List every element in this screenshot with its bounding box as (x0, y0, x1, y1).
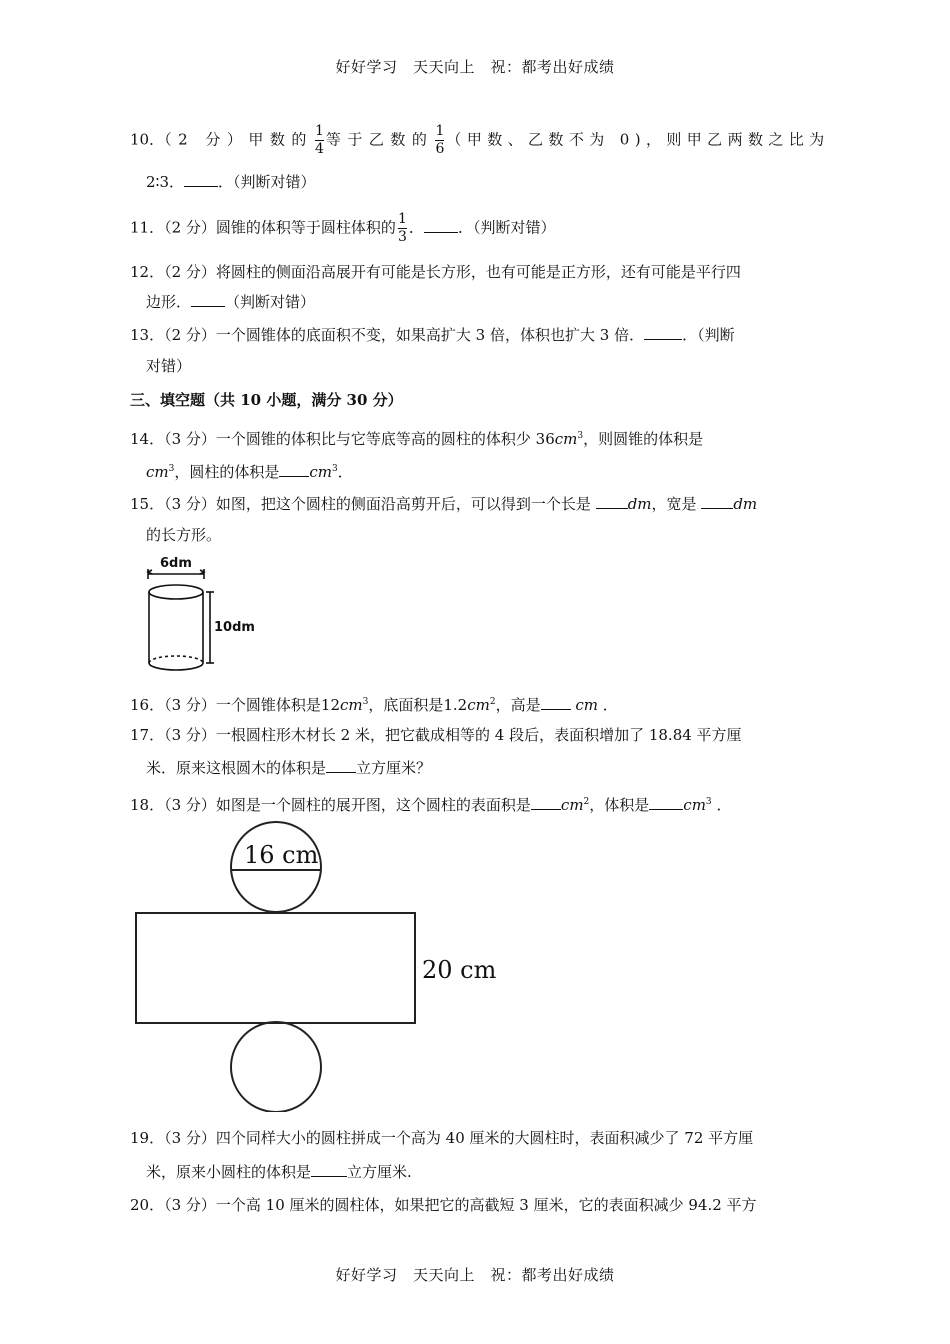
question-19: 19．（3 分）四个同样大小的圆柱拼成一个高为 40 厘米的大圆柱时，表面积减少了 72 平方厘 (130, 1129, 754, 1147)
cylinder-figure (138, 552, 268, 677)
question-text: （2 分）甲数的 (164, 130, 313, 149)
figure-label-height: 20 cm (422, 956, 497, 984)
answer-blank[interactable] (701, 494, 733, 509)
question-11: 11．（2 分）圆锥的体积等于圆柱体积的 $\frac{1}{3}$ ． ．（判断对错） (130, 211, 556, 245)
question-number: 10． (130, 130, 165, 149)
section-title: 三、填空题（共 10 小题，满分 30 分） (130, 391, 403, 409)
page-footer: 好好学习 天天向上 祝：都考出好成绩 (335, 1266, 615, 1284)
answer-blank[interactable] (311, 1162, 347, 1177)
fraction: $\frac{1}{3}$ (397, 211, 407, 245)
answer-blank[interactable] (596, 494, 628, 509)
question-19-cont: 米，原来小圆柱的体积是 立方厘米. (146, 1163, 412, 1181)
question-15-cont: 的长方形。 (146, 526, 222, 544)
question-text: （甲数、乙数不为 0)，则甲乙两数之比为 (446, 130, 830, 149)
answer-blank[interactable] (279, 462, 309, 477)
fraction: $\frac{1}{6}$ (435, 123, 445, 157)
question-17-cont: 米．原来这根圆木的体积是 立方厘米？ (146, 759, 432, 777)
cylinder-net-figure (130, 820, 510, 1112)
question-20: 20．（3 分）一个高 10 厘米的圆柱体，如果把它的高截短 3 厘米，它的表面积减少 94.2 平方 (130, 1196, 757, 1214)
answer-blank[interactable] (326, 758, 356, 773)
fraction: $\frac{1}{4}$ (314, 123, 324, 157)
figure-label-diameter: 16 cm (244, 841, 319, 869)
answer-blank[interactable] (531, 795, 561, 810)
figure-label-side: 10dm (214, 620, 255, 635)
question-10-cont: 2∶3． ．（判断对错） (146, 173, 316, 191)
page-header: 好好学习 天天向上 祝：都考出好成绩 (335, 58, 615, 76)
question-14: 14．（3 分）一个圆锥的体积比与它等底等高的圆柱的体积少 $36cm^3$，则圆锥的体积是 (130, 430, 704, 448)
answer-blank[interactable] (191, 292, 225, 307)
figure-label-top: 6dm (160, 556, 192, 571)
answer-blank[interactable] (649, 795, 683, 810)
question-13-cont: 对错） (146, 357, 192, 375)
answer-blank[interactable] (424, 218, 458, 233)
answer-blank[interactable] (541, 695, 571, 710)
answer-blank[interactable] (644, 325, 682, 340)
question-18: 18．（3 分）如图是一个圆柱的展开图，这个圆柱的表面积是 $cm^2$，体积是 $cm^3$ ． (130, 796, 732, 814)
question-12-cont: 边形． （判断对错） (146, 293, 316, 311)
question-16: 16．（3 分）一个圆锥体积是$12cm^3$，底面积是$1.2cm^2$，高是 cm ． (130, 696, 618, 714)
question-15: 15．（3 分）如图，把这个圆柱的侧面沿高剪开后，可以得到一个长是 dm，宽是 dm (130, 495, 758, 513)
question-17: 17．（3 分）一根圆柱形木材长 2 米，把它截成相等的 4 段后，表面积增加了 18.84 平方厘 (130, 726, 742, 744)
question-12: 12．（2 分）将圆柱的侧面沿高展开有可能是长方形，也有可能是正方形，还有可能是平行四 (130, 263, 741, 281)
question-14-cont: $cm^3$，圆柱的体积是 $cm^3$． (146, 463, 353, 481)
question-13: 13．（2 分）一个圆锥体的底面积不变，如果高扩大 3 倍，体积也扩大 3 倍． ．（判断 (130, 326, 735, 344)
question-text: 等于乙数的 (325, 130, 434, 149)
answer-blank[interactable] (184, 172, 218, 187)
question-10 (130, 124, 830, 157)
